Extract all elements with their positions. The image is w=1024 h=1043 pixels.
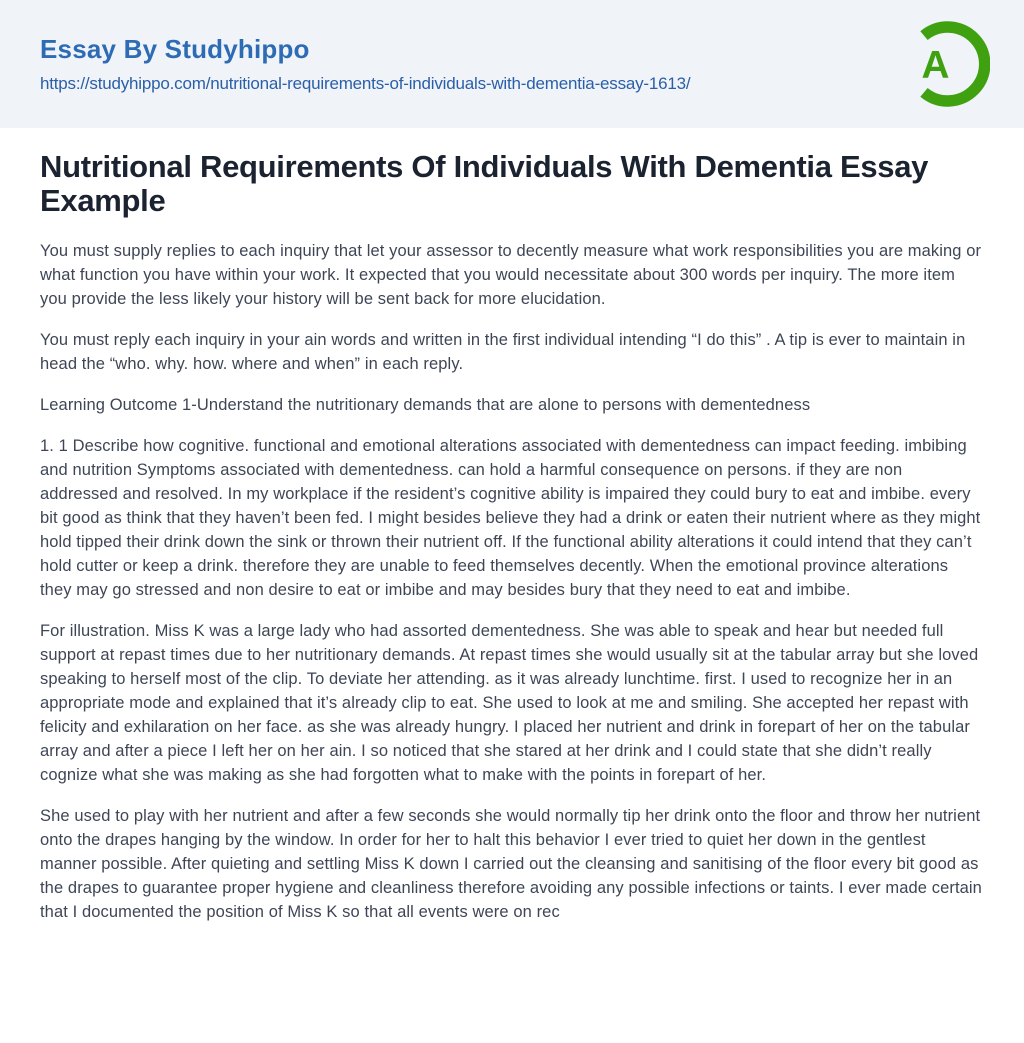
essay-paragraph: Learning Outcome 1-Understand the nutritionary demands that are alone to persons with dementedness bbox=[40, 396, 811, 414]
logo-letter: A bbox=[921, 44, 950, 88]
essay-body bbox=[40, 239, 984, 924]
header-text-block bbox=[40, 34, 690, 94]
essay-paragraph: You must supply replies to each inquiry that let your assessor to decently measure what work responsibilities you are making or what function you have within your work. It expected that you would necessitate about 300 words per inquiry. The more item you provide the less likely your history will be sent back for more elucidation. bbox=[40, 242, 982, 308]
essay-paragraph: You must reply each inquiry in your ain words and written in the first individual intending “I do this” . A tip is ever to maintain in head the “who. why. how. where and when” in each reply. bbox=[40, 331, 966, 373]
essay-paragraph: For illustration. Miss K was a large lady who had assorted dementedness. She was able to speak and hear but needed full support at repast times due to her nutritionary demands. At repast times she would usually sit at the tabular array but she loved speaking to herself most of the clip. To deviate her attending. as it was already lunchtime. first. I used to recognize her in an appropriate mode and explained that it’s already clip to eat. She used to look at me and smiling. She accepted her repast with felicity and exhilaration on her face. as she was already hungry. I placed her nutrient and drink in forepart of her on the tabular array and after a piece I left her on her ain. I so noticed that she stared at her drink and I could state that she didn’t really cognize what she was making as she had forgotten what to make with the points in forepart of her. bbox=[40, 622, 979, 784]
essay-content bbox=[0, 128, 1024, 924]
essay-paragraph: 1. 1 Describe how cognitive. functional and emotional alterations associated with dementedness can impact feeding. imbibing and nutrition Symptoms associated with dementedness. can hold a harmful consequence on persons. if they are non addressed and resolved. In my workplace if the resident’s cognitive ability is impaired they could bury to eat and imbibe. every bit good as think that they haven’t been fed. I might besides believe they had a drink or eaten their nutrient where as they might hold tipped their drink down the sink or thrown their nutrient off. If the functional ability alterations it could intend that they can’t hold cutter or keep a drink. therefore they are unable to feed themselves decently. When the emotional province alterations they may go stressed and non desire to eat or imbibe and may besides bury that they need to eat and imbibe. bbox=[40, 437, 981, 599]
studyhippo-logo bbox=[902, 16, 990, 112]
source-url-link[interactable]: https://studyhippo.com/nutritional-requirements-of-individuals-with-dementia-essay-1613/ bbox=[40, 74, 691, 93]
essay-paragraph: She used to play with her nutrient and after a few seconds she would normally tip her drink onto the floor and throw her nutrient onto the drapes hanging by the window. In order for her to halt this behavior I ever tried to quiet her down in the gentlest manner possible. After quieting and settling Miss K down I carried out the cleansing and sanitising of the floor every bit good as the drapes to guarantee proper hygiene and cleanliness therefore avoiding any possible infections or taints. I ever made certain that I documented the position of Miss K so that all events were on rec bbox=[40, 807, 982, 921]
essay-title: Nutritional Requirements Of Individuals With Dementia Essay Example bbox=[40, 149, 929, 218]
site-title: Essay By Studyhippo bbox=[40, 34, 310, 64]
page-header bbox=[0, 0, 1024, 128]
